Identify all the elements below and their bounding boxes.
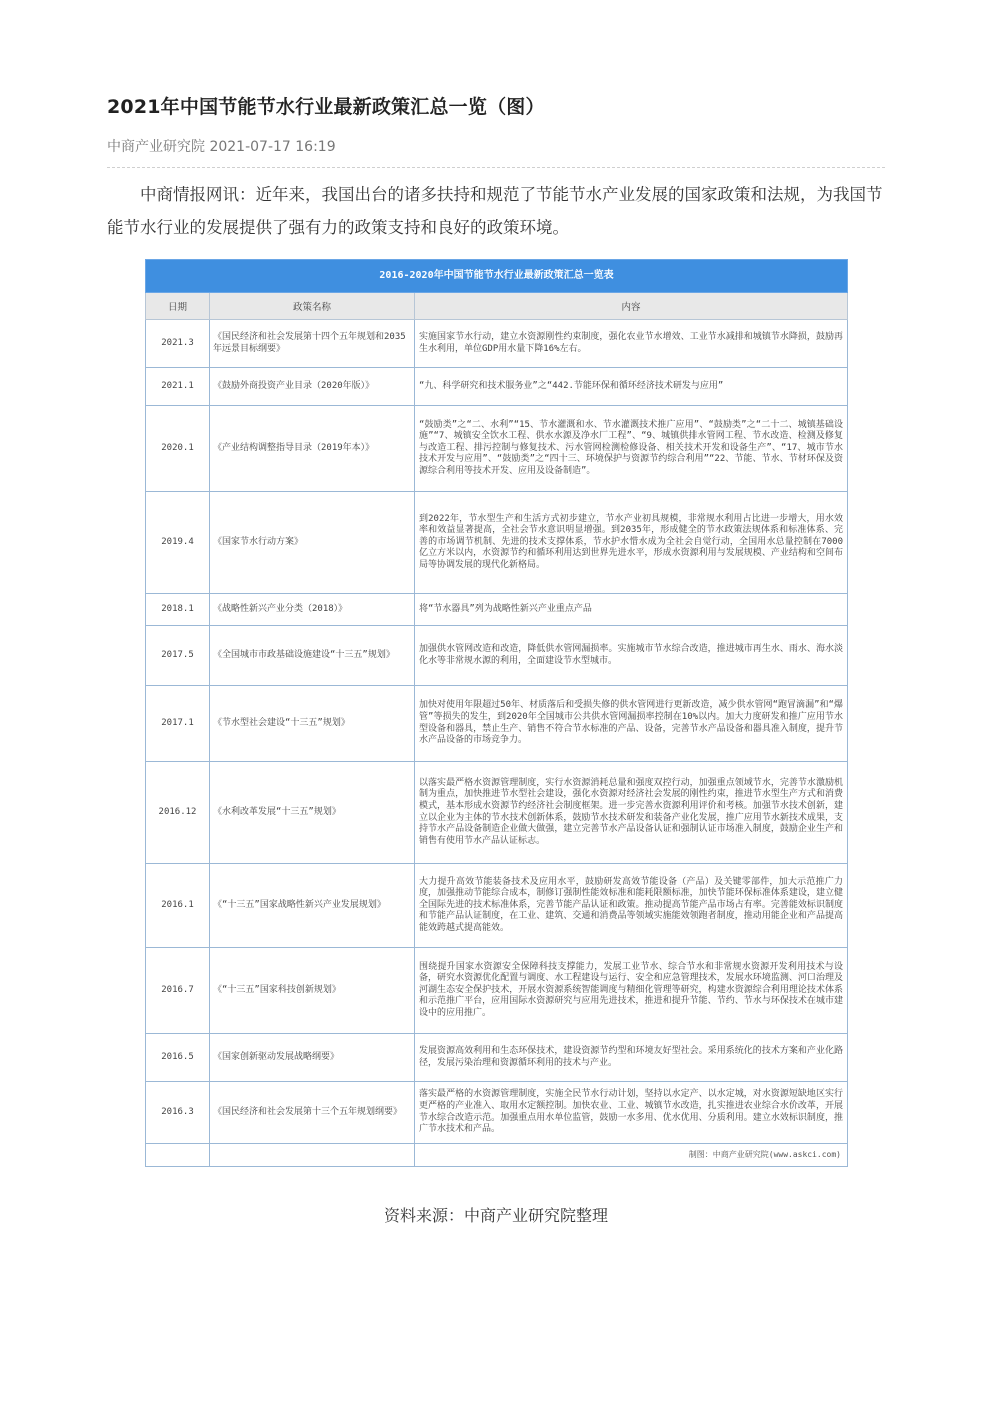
row-date: 2017.5 — [146, 626, 210, 686]
row-date: 2016.3 — [146, 1082, 210, 1144]
table-row — [146, 626, 848, 686]
row-content: 到2022年，节水型生产和生活方式初步建立，节水产业初具规模，非常规水利用占比进一步增大，用水效率和效益显著提高，全社会节水意识明显增强。到2035年，形成健全的节水政策法规体系和标准体系、完善的市场调节机制、先进的技术支撑体系，节水护水惜水成为全社会自觉行动，全国用水总量控制在7000亿立方米以内，水资源节约和循环利用达到世界先进水平，形成水资源利用与发展规模、产业结构和空间布局等协调发展的现代化新格局。 — [415, 492, 848, 594]
row-policy-name: 《全国城市市政基础设施建设“十三五”规划》 — [210, 626, 415, 686]
row-date: 2020.1 — [146, 406, 210, 492]
credit-empty-date — [146, 1144, 210, 1167]
article-intro: 中商情报网讯：近年来，我国出台的诸多扶持和规范了节能节水产业发展的国家政策和法规，为我国节能节水行业的发展提供了强有力的政策支持和良好的政策环境。 — [107, 185, 883, 237]
row-date: 2016.5 — [146, 1034, 210, 1082]
table-row — [146, 368, 848, 406]
row-date: 2016.7 — [146, 948, 210, 1034]
row-policy-name: 《水利改革发展“十三五”规划》 — [210, 762, 415, 864]
row-policy-name: 《国家节水行动方案》 — [210, 492, 415, 594]
row-content: 围绕提升国家水资源安全保障科技支撑能力，发展工业节水、综合节水和非常规水资源开发利用技术与设备，研究水资源优化配置与调度、水工程建设与运行、安全和应急管理技术，发展水环境监测、河口治理及河湖生态安全保护技术，开展水资源系统智能调度与精细化管理等研究，构建水资源综合利用理论技术体系和示范推广平台，应用国际水资源研究与应用先进技术，推进和提升节能、节约、节水与环保技术在城市建设中的应用推广。 — [415, 948, 848, 1034]
row-content: 以落实最严格水资源管理制度，实行水资源消耗总量和强度双控行动，加强重点领域节水，完善节水激励机制为重点，加快推进节水型社会建设，强化水资源对经济社会发展的刚性约束，推进节水型生产方式和消费模式，基本形成水资源节约经济社会制度框架。进一步完善水资源利用评价和考核。加强节水技术创新，建立以企业为主体的节水技术创新体系，鼓励节水技术研发和装备产业化发展，推广应用节水新技术成果，支持节水产品设备制造企业做大做强，建立完善节水产品设备认证和强制认证市场准入制度，鼓励企业生产和销售有使用节水产品认证标志。 — [415, 762, 848, 864]
policy-table — [145, 259, 848, 1167]
meta-divider — [107, 167, 885, 168]
row-date: 2021.3 — [146, 320, 210, 368]
source-note: 资料来源：中商产业研究院整理 — [383, 1206, 608, 1225]
table-row — [146, 406, 848, 492]
row-content: “九、科学研究和技术服务业”之“442.节能环保和循环经济技术研发与应用” — [415, 368, 848, 406]
row-policy-name: 《“十三五”国家科技创新规划》 — [210, 948, 415, 1034]
row-date: 2018.1 — [146, 594, 210, 626]
table-credit-row — [146, 1144, 848, 1167]
row-date: 2017.1 — [146, 686, 210, 762]
row-policy-name: 《国家创新驱动发展战略纲要》 — [210, 1034, 415, 1082]
table-row — [146, 1082, 848, 1144]
table-row — [146, 762, 848, 864]
table-row — [146, 320, 848, 368]
article-title: 2021年中国节能节水行业最新政策汇总一览（图） — [107, 96, 545, 118]
article-meta: 中商产业研究院 2021-07-17 16:19 — [107, 139, 336, 155]
row-date: 2019.4 — [146, 492, 210, 594]
row-content: “鼓励类”之“二、水利”“15、节水灌溉和水、节水灌溉技术推广应用”、“鼓励类”之“二十二、城镇基础设施”“7、城镇安全饮水工程、供水水源及净水厂工程”、“9、城镇供排水管网工程、节水改造、检测及修复与改造工程、排污控制与修复技术、污水管网检测检修设备、相关技术开发和设备生产”、“17、城市节水技术开发与应用”、“鼓励类”之“四十三、环境保护与资源节约综合利用”“22、节能、节水、节材环保及资源综合利用等技术开发、应用及设备制造”。 — [415, 406, 848, 492]
row-policy-name: 《国民经济和社会发展第十四个五年规划和2035年远景目标纲要》 — [210, 320, 415, 368]
table-row — [146, 864, 848, 948]
row-date: 2021.1 — [146, 368, 210, 406]
row-policy-name: 《产业结构调整指导目录（2019年本）》 — [210, 406, 415, 492]
row-content: 加强供水管网改造和改造，降低供水管网漏损率。实施城市节水综合改造，推进城市再生水、雨水、海水淡化水等非常规水源的利用，全面建设节水型城市。 — [415, 626, 848, 686]
row-date: 2016.1 — [146, 864, 210, 948]
row-content: 落实最严格的水资源管理制度，实施全民节水行动计划，坚持以水定产、以水定城，对水资源短缺地区实行更严格的产业准入、取用水定额控制。加快农业、工业、城镇节水改造，扎实推进农业综合水价改革，开展节水综合改造示范。加强重点用水单位监管，鼓励一水多用、优水优用、分质利用。建立水效标识制度，推广节水技术和产品。 — [415, 1082, 848, 1144]
table-row — [146, 594, 848, 626]
table-row — [146, 492, 848, 594]
row-policy-name: 《战略性新兴产业分类（2018）》 — [210, 594, 415, 626]
row-policy-name: 《国民经济和社会发展第十三个五年规划纲要》 — [210, 1082, 415, 1144]
table-row — [146, 948, 848, 1034]
row-policy-name: 《节水型社会建设“十三五”规划》 — [210, 686, 415, 762]
credit-empty-name — [210, 1144, 415, 1167]
row-content: 实施国家节水行动，建立水资源刚性约束制度，强化农业节水增效、工业节水减排和城镇节水降损，鼓励再生水利用，单位GDP用水量下降16%左右。 — [415, 320, 848, 368]
policy-table-figure — [145, 259, 847, 1167]
header-date: 日期 — [146, 293, 210, 320]
header-policy-name: 政策名称 — [210, 293, 415, 320]
row-content: 大力提升高效节能装备技术及应用水平，鼓励研发高效节能设备（产品）及关键零部件，加大示范推广力度，加强推动节能综合成本，制修订强制性能效标准和能耗限额标准，加快节能环保标准体系建设，建立健全国际先进的技术标准体系，完善节能产品认证和政策。推动提高节能产品市场占有率。完善能效标识制度和节能产品认证制度，在工业、建筑、交通和消费品等领域实施能效领跑者制度，推动用能企业和产品提高能效跨越式提高能效。 — [415, 864, 848, 948]
row-content: 发展资源高效利用和生态环保技术，建设资源节约型和环境友好型社会。采用系统化的技术方案和产业化路径，发展污染治理和资源循环利用的技术与产业。 — [415, 1034, 848, 1082]
header-content: 内容 — [415, 293, 848, 320]
table-caption: 2016-2020年中国节能节水行业最新政策汇总一览表 — [146, 260, 848, 293]
row-date: 2016.12 — [146, 762, 210, 864]
table-credit: 制图：中商产业研究院(www.askci.com) — [415, 1144, 848, 1167]
row-content: 将“节水器具”列为战略性新兴产业重点产品 — [415, 594, 848, 626]
row-policy-name: 《鼓励外商投资产业目录（2020年版）》 — [210, 368, 415, 406]
row-policy-name: 《“十三五”国家战略性新兴产业发展规划》 — [210, 864, 415, 948]
table-row — [146, 686, 848, 762]
row-content: 加快对使用年限超过50年、材质落后和受损失修的供水管网进行更新改造，减少供水管网“跑冒滴漏”和“爆管”等损失的发生，到2020年全国城市公共供水管网漏损率控制在10%以内。加大力度研发和推广应用节水型设备和器具，禁止生产、销售不符合节水标准的产品、设备，完善节水产品设备和器具准入制度，提升节水产品设备的市场竞争力。 — [415, 686, 848, 762]
table-row — [146, 1034, 848, 1082]
